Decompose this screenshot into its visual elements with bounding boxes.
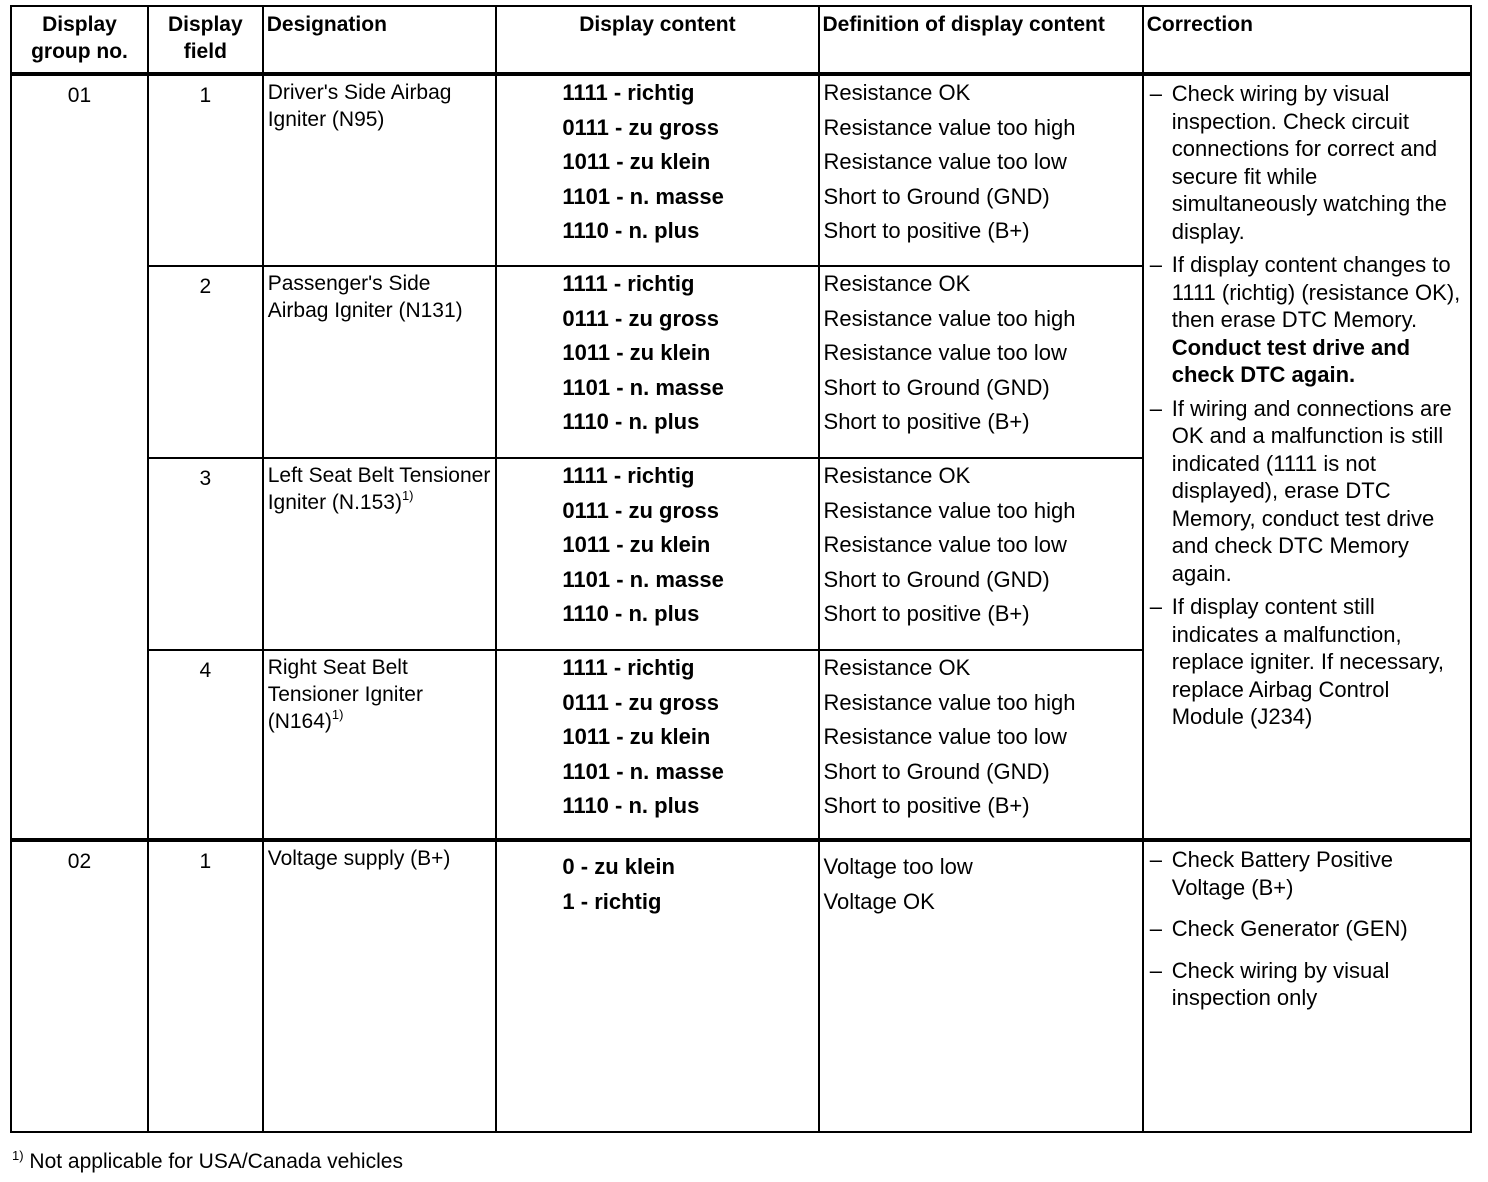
definition-cell bbox=[819, 74, 1143, 266]
header-correction: Correction bbox=[1143, 6, 1471, 74]
display-content-line bbox=[497, 336, 817, 371]
header-definition: Definition of display content bbox=[819, 6, 1143, 74]
header-display-field: Display field bbox=[148, 6, 263, 74]
display-field-cell bbox=[148, 266, 263, 458]
correction-item bbox=[1148, 846, 1466, 901]
correction-item bbox=[1148, 395, 1466, 588]
correction-item bbox=[1148, 593, 1466, 731]
display-content-value: 1111 - richtig bbox=[562, 655, 695, 680]
display-content-value: 1011 - zu klein bbox=[562, 724, 711, 749]
display-field-cell bbox=[148, 650, 263, 840]
definition-line: Short to positive (B+) bbox=[823, 409, 1030, 434]
correction-cell bbox=[1143, 840, 1471, 1132]
display-content-line bbox=[497, 755, 817, 790]
display-field: 2 bbox=[199, 275, 212, 298]
display-content-cell bbox=[496, 650, 818, 840]
designation-cell bbox=[263, 266, 497, 458]
correction-text: Check Generator (GEN) bbox=[1171, 916, 1408, 941]
display-content-value: 1111 - richtig bbox=[562, 80, 695, 105]
correction-text: If display content still indicates a malfunction, replace igniter. If necessary, replace Airbag Control Module (J234) bbox=[1171, 594, 1445, 729]
correction-text: Check Battery Positive Voltage (B+) bbox=[1171, 847, 1394, 900]
display-content-cell bbox=[496, 458, 818, 650]
header-display-content: Display content bbox=[496, 6, 818, 74]
definition-line: Resistance OK bbox=[823, 655, 971, 680]
header-designation: Designation bbox=[263, 6, 497, 74]
correction-text: Check wiring by visual inspection. Check circuit connections for correct and secure fit while simultaneously watching the display. bbox=[1171, 81, 1447, 244]
display-content-line bbox=[497, 180, 817, 215]
display-content-value: 1011 - zu klein bbox=[562, 340, 711, 365]
display-content-line bbox=[497, 885, 817, 920]
display-content-value: 1101 - n. masse bbox=[562, 566, 724, 592]
display-content-value: 0111 - zu gross bbox=[562, 114, 719, 140]
footnote-reference: 1) bbox=[331, 707, 344, 722]
definition-line: Resistance value too low bbox=[823, 149, 1067, 174]
display-content-line bbox=[497, 720, 817, 755]
display-content-value: 1101 - n. masse bbox=[562, 374, 724, 400]
display-field: 3 bbox=[199, 467, 212, 490]
definition-line: Short to Ground (GND) bbox=[823, 183, 1050, 209]
designation-text: Right Seat Belt Tensioner Igniter (N164) bbox=[267, 656, 423, 733]
designation-text: Left Seat Belt Tensioner Igniter (N.153) bbox=[267, 464, 491, 514]
definition-line: Voltage OK bbox=[823, 888, 935, 914]
display-content-cell bbox=[496, 266, 818, 458]
display-group-no: 02 bbox=[67, 850, 92, 873]
definition-line: Resistance OK bbox=[823, 271, 971, 296]
display-content-value: 0 - zu klein bbox=[562, 854, 675, 879]
definition-line: Resistance value too low bbox=[823, 340, 1067, 365]
dash-bullet-icon: – bbox=[1149, 81, 1162, 106]
definition-line: Short to Ground (GND) bbox=[823, 374, 1050, 400]
correction-item bbox=[1148, 957, 1466, 1012]
designation-cell bbox=[263, 458, 497, 650]
display-group-no-cell bbox=[11, 840, 148, 1132]
definition-line: Resistance OK bbox=[823, 80, 971, 105]
table-row bbox=[11, 74, 1471, 266]
display-group-table-container bbox=[10, 5, 1472, 1133]
correction-text: Check wiring by visual inspection only bbox=[1171, 957, 1390, 1010]
definition-line: Resistance OK bbox=[823, 463, 971, 488]
designation-cell bbox=[263, 840, 497, 1132]
display-content-cell bbox=[496, 74, 818, 266]
footnote-mark: 1) bbox=[12, 1148, 24, 1163]
designation-text: Voltage supply (B+) bbox=[267, 847, 451, 870]
definition-line: Short to Ground (GND) bbox=[823, 758, 1050, 784]
dash-bullet-icon: – bbox=[1149, 594, 1162, 619]
display-field-cell bbox=[148, 74, 263, 266]
display-field-cell bbox=[148, 458, 263, 650]
display-content-value: 0111 - zu gross bbox=[562, 497, 719, 523]
display-content-line bbox=[497, 214, 817, 249]
display-content-value: 1101 - n. masse bbox=[562, 183, 724, 209]
display-content-value: 1111 - richtig bbox=[562, 271, 695, 296]
display-content-line bbox=[497, 528, 817, 563]
display-content-value: 1110 - n. plus bbox=[562, 601, 700, 626]
definition-line: Short to positive (B+) bbox=[823, 793, 1030, 818]
display-group-no: 01 bbox=[67, 84, 92, 107]
dash-bullet-icon: – bbox=[1149, 395, 1162, 421]
correction-item bbox=[1148, 80, 1466, 245]
definition-line: Short to Ground (GND) bbox=[823, 566, 1050, 592]
display-content-value: 1111 - richtig bbox=[562, 463, 695, 488]
display-content-value: 1110 - n. plus bbox=[562, 218, 700, 243]
display-content-line bbox=[497, 651, 817, 686]
dash-bullet-icon: – bbox=[1149, 847, 1162, 872]
correction-text: If display content changes to 1111 (richtig) (resistance OK), then erase DTC Memory. bbox=[1171, 252, 1461, 332]
display-content-line bbox=[497, 850, 817, 885]
dash-bullet-icon: – bbox=[1149, 916, 1162, 941]
display-content-line bbox=[497, 405, 817, 440]
display-field: 4 bbox=[199, 659, 212, 682]
footnote-text: Not applicable for USA/Canada vehicles bbox=[29, 1150, 403, 1173]
designation-text: Driver's Side Airbag Igniter (N95) bbox=[267, 81, 452, 131]
definition-line: Resistance value too low bbox=[823, 724, 1067, 749]
definition-cell bbox=[819, 458, 1143, 650]
display-group-no-cell bbox=[11, 74, 148, 840]
designation-cell bbox=[263, 74, 497, 266]
display-group-table bbox=[10, 5, 1472, 1133]
definition-cell bbox=[819, 650, 1143, 840]
correction-emphasis: Conduct test drive and check DTC again. bbox=[1171, 334, 1411, 387]
definition-cell bbox=[819, 266, 1143, 458]
display-content-line bbox=[497, 563, 817, 598]
table-row bbox=[11, 840, 1471, 1132]
definition-line: Resistance value too high bbox=[823, 305, 1076, 331]
display-content-line bbox=[497, 789, 817, 824]
display-content-line bbox=[497, 267, 817, 302]
display-field: 1 bbox=[199, 84, 212, 107]
display-content-line bbox=[497, 459, 817, 494]
display-content-line bbox=[497, 686, 817, 721]
display-content-line bbox=[497, 302, 817, 337]
definition-line: Resistance value too low bbox=[823, 532, 1067, 557]
definition-line: Resistance value too high bbox=[823, 497, 1076, 523]
definition-line: Resistance value too high bbox=[823, 114, 1076, 140]
definition-line: Short to positive (B+) bbox=[823, 218, 1030, 243]
display-content-value: 1110 - n. plus bbox=[562, 793, 700, 818]
display-content-value: 1101 - n. masse bbox=[562, 758, 724, 784]
display-content-value: 1 - richtig bbox=[562, 888, 662, 914]
display-content-line bbox=[497, 597, 817, 632]
correction-item bbox=[1148, 915, 1466, 943]
display-field-cell bbox=[148, 840, 263, 1132]
header-display-group-no: Display group no. bbox=[11, 6, 148, 74]
correction-text: If wiring and connections are OK and a malfunction is still indicated (1111 is not displayed), erase DTC Memory, conduct test drive and check DTC Memory again. bbox=[1171, 395, 1452, 586]
display-content-line bbox=[497, 494, 817, 529]
display-content-value: 0111 - zu gross bbox=[562, 305, 719, 331]
display-field: 1 bbox=[199, 850, 212, 873]
display-content-value: 1110 - n. plus bbox=[562, 409, 700, 434]
designation-text: Passenger's Side Airbag Igniter (N131) bbox=[267, 272, 463, 322]
definition-line: Resistance value too high bbox=[823, 689, 1076, 715]
dash-bullet-icon: – bbox=[1149, 252, 1162, 277]
definition-cell bbox=[819, 840, 1143, 1132]
correction-item bbox=[1148, 251, 1466, 389]
table-body bbox=[11, 74, 1471, 1132]
display-content-cell bbox=[496, 840, 818, 1132]
display-content-line bbox=[497, 76, 817, 111]
footnote bbox=[12, 1150, 403, 1174]
dash-bullet-icon: – bbox=[1149, 957, 1162, 983]
correction-cell bbox=[1143, 74, 1471, 840]
definition-line: Voltage too low bbox=[823, 854, 973, 879]
header-row bbox=[11, 6, 1471, 74]
display-content-value: 1011 - zu klein bbox=[562, 149, 711, 174]
display-content-value: 0111 - zu gross bbox=[562, 689, 719, 715]
definition-line: Short to positive (B+) bbox=[823, 601, 1030, 626]
display-content-line bbox=[497, 145, 817, 180]
display-content-value: 1011 - zu klein bbox=[562, 532, 711, 557]
footnote-reference: 1) bbox=[401, 488, 414, 503]
display-content-line bbox=[497, 371, 817, 406]
designation-cell bbox=[263, 650, 497, 840]
display-content-line bbox=[497, 111, 817, 146]
